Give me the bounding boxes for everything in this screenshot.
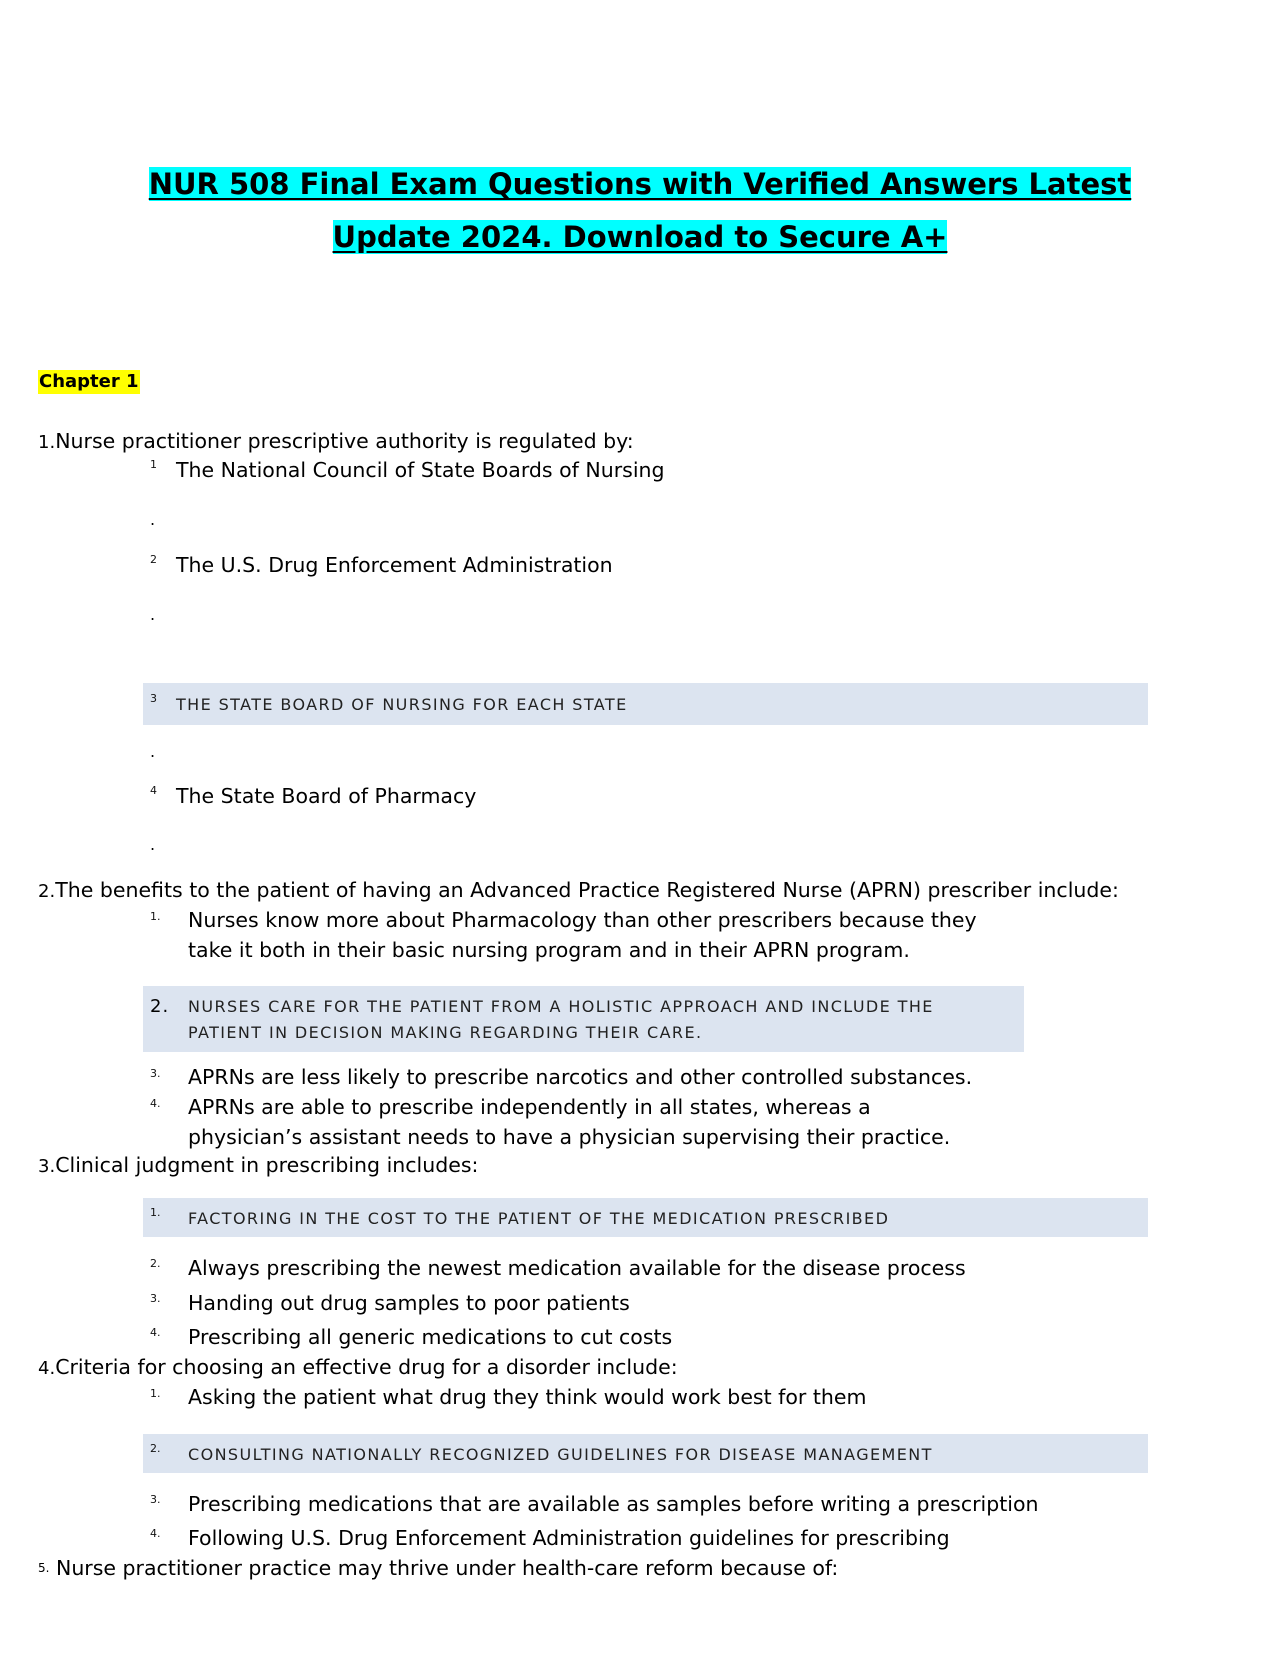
correct-option-text: FACTORING IN THE COST TO THE PATIENT OF THE MEDICATION PRESCRIBED — [188, 1209, 890, 1228]
question-number: 1. — [38, 432, 56, 453]
option-number: 4. — [150, 1097, 161, 1110]
document-title-line-1: NUR 508 Final Exam Questions with Verified Answers Latest — [148, 167, 1132, 201]
list-dot: . — [150, 510, 156, 529]
option-text: Asking the patient what drug they think would work best for them — [188, 1385, 867, 1409]
option-number: 2. — [150, 996, 170, 1017]
question-1 — [38, 428, 634, 456]
option-text: Following U.S. Drug Enforcement Administration guidelines for prescribing — [188, 1526, 950, 1550]
question-text: The benefits to the patient of having an Advanced Practice Registered Nurse (APRN) prescriber include: — [55, 878, 1119, 902]
question-number: 3. — [38, 1156, 56, 1177]
option-number: 2. — [150, 1257, 161, 1270]
question-text: Nurse practitioner prescriptive authority is regulated by: — [55, 429, 634, 453]
question-3 — [38, 1152, 478, 1180]
chapter-heading: Chapter 1 — [39, 371, 139, 392]
option-text-line-2: physician’s assistant needs to have a physician supervising their practice. — [188, 1125, 951, 1149]
option-text: The State Board of Pharmacy — [176, 784, 477, 808]
option-number: 3 — [150, 692, 157, 705]
question-number: 2. — [38, 881, 56, 902]
option-text: The National Council of State Boards of Nursing — [176, 458, 665, 482]
option-number: 1. — [150, 910, 161, 923]
list-dot: . — [150, 742, 156, 761]
option-number: 4. — [150, 1527, 161, 1540]
option-number: 2. — [150, 1442, 161, 1455]
document-title-line-2: Update 2024. Download to Secure A+ — [332, 220, 948, 254]
option-text-line-1: Nurses know more about Pharmacology than other prescribers because they — [188, 908, 977, 932]
option-number: 1. — [150, 1387, 161, 1400]
option-text: Handing out drug samples to poor patients — [188, 1291, 630, 1315]
option-text: Always prescribing the newest medication available for the disease process — [188, 1256, 966, 1280]
correct-option-text: CONSULTING NATIONALLY RECOGNIZED GUIDELINES FOR DISEASE MANAGEMENT — [188, 1445, 933, 1464]
option-text-line-2: take it both in their basic nursing program and in their APRN program. — [188, 938, 910, 962]
option-text: Prescribing all generic medications to cut costs — [188, 1325, 673, 1349]
question-text: Nurse practitioner practice may thrive under health-care reform because of: — [55, 1556, 839, 1580]
correct-option-text-line-1: NURSES CARE FOR THE PATIENT FROM A HOLISTIC APPROACH AND INCLUDE THE — [188, 997, 934, 1016]
question-number: 5. — [38, 1561, 50, 1575]
question-5 — [38, 1555, 838, 1581]
question-2 — [38, 877, 1119, 905]
option-number: 3. — [150, 1493, 161, 1506]
option-number: 3. — [150, 1292, 161, 1305]
option-text: Prescribing medications that are available as samples before writing a prescription — [188, 1492, 1039, 1516]
correct-option-text: THE STATE BOARD OF NURSING FOR EACH STATE — [176, 695, 628, 714]
list-dot: . — [150, 605, 156, 624]
option-number: 1 — [150, 458, 157, 471]
question-number: 4. — [38, 1358, 56, 1379]
question-4 — [38, 1354, 678, 1382]
option-text: APRNs are less likely to prescribe narcotics and other controlled substances. — [188, 1065, 973, 1089]
option-number: 1. — [150, 1206, 161, 1219]
option-number: 4. — [150, 1326, 161, 1339]
list-dot: . — [150, 835, 156, 854]
correct-option-text-line-2: PATIENT IN DECISION MAKING REGARDING THEIR CARE. — [188, 1023, 703, 1042]
option-number: 2 — [150, 553, 157, 566]
option-text: The U.S. Drug Enforcement Administration — [176, 553, 613, 577]
option-number: 3. — [150, 1067, 161, 1080]
question-text: Criteria for choosing an effective drug for a disorder include: — [55, 1355, 678, 1379]
option-number: 4 — [150, 784, 157, 797]
question-text: Clinical judgment in prescribing includes: — [55, 1153, 479, 1177]
option-text-line-1: APRNs are able to prescribe independently in all states, whereas a — [188, 1095, 871, 1119]
